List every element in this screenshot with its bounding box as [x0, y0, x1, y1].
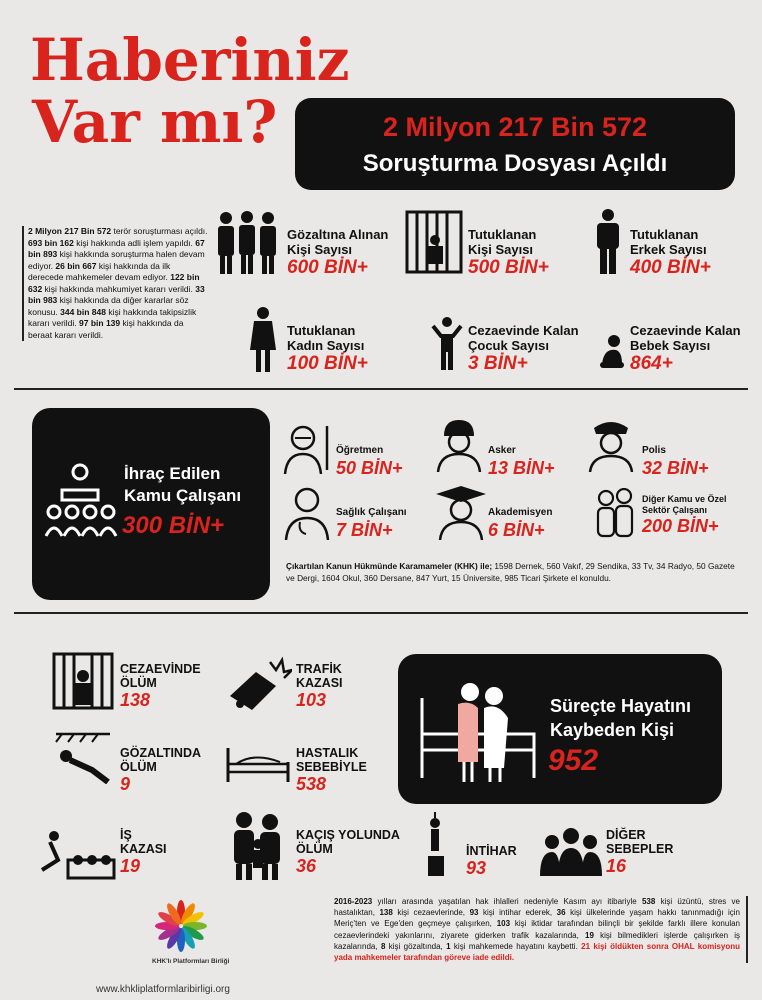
- academic-icon: [434, 484, 488, 540]
- prof-police: Polis 32 BİN+: [642, 445, 709, 478]
- deaths-title2: Kaybeden Kişi: [550, 720, 675, 740]
- dismissed-box: [32, 408, 270, 600]
- hospital-bed-icon: [224, 744, 292, 784]
- stat-arrested: Tutuklanan Kişi Sayısı 500 BİN+: [468, 227, 549, 278]
- footer-note: 2016-2023 yılları arasında yaşatılan hak ihlalleri nedeniyle Kasım ayı itibariyle 538 kişi üzüntü, stres ve hastalıktan, 138 kişi cezaevlerinde, 93 kişi intihar ederek, 36 kişi ülkelerinde yaşam hakkı tanınmadığı için Meriç'ten ve Ege'den geçmeye çalışırken, 103 kişi iktidar tarafından bilinçli bir şekilde farklı illere konulan cezaevlerindeki yakınlarını, ziyarete giderken trafik kazalarında, 19 kişi bilmedikleri işlerde çalışırken iş kazalarında, 8 kişi gözaltında, 1 kişi mahkemede hayatını kaybetti. 21 kişi öldükten sonra OHAL komisyonu yada mahkemeler tarafından göreve iade edildi.: [334, 896, 748, 963]
- deaths-value: 952: [548, 744, 599, 777]
- baby-icon: [598, 334, 626, 370]
- health-worker-icon: [282, 484, 332, 540]
- cause-suicide: İNTİHAR 93: [466, 844, 517, 878]
- police-icon: [586, 416, 636, 472]
- prof-health: Sağlık Çalışanı 7 BİN+: [336, 507, 407, 540]
- meeting-icon: [40, 460, 120, 540]
- teacher-icon: [281, 420, 335, 474]
- platform-logo-icon: [146, 898, 216, 958]
- grieving-people-icon: [412, 678, 542, 788]
- cause-custody: GÖZALTINDA ÖLÜM 9: [120, 746, 202, 794]
- banner: [295, 98, 735, 190]
- dismissed-title2: Kamu Çalışanı: [124, 486, 242, 505]
- dismissed-title1: İhraç Edilen: [124, 464, 221, 483]
- car-crash-icon: [226, 656, 292, 712]
- deaths-title1: Süreçte Hayatını: [550, 696, 692, 716]
- dismissed-value: 300 BİN+: [122, 512, 225, 539]
- custody-death-icon: [52, 730, 114, 784]
- divider-2: [14, 612, 748, 614]
- cause-illness: HASTALIK SEBEBİYLE 538: [296, 746, 367, 794]
- woman-icon: [248, 306, 278, 372]
- stat-detained: Gözaltına Alınan Kişi Sayısı 600 BİN+: [287, 227, 389, 278]
- work-accident-icon: [38, 826, 116, 882]
- detained-people-icon: [212, 208, 282, 278]
- man-icon: [594, 208, 622, 274]
- title-line1: Haberiniz: [30, 26, 350, 94]
- stat-arrested-women: Tutuklanan Kadın Sayısı 100 BİN+: [287, 323, 368, 374]
- soldier-icon: [434, 416, 484, 472]
- stat-babies: Cezaevinde Kalan Bebek Sayısı 864+: [630, 323, 741, 374]
- prof-teacher: Öğretmen 50 BİN+: [336, 445, 403, 478]
- banner-text: Soruşturma Dosyası Açıldı: [362, 150, 668, 177]
- prof-other: Diğer Kamu ve Özel Sektör Çalışanı 200 BİN+: [642, 494, 727, 536]
- other-causes-group-icon: [540, 826, 602, 876]
- jail-cell-icon: [405, 210, 463, 274]
- suicide-icon: [422, 812, 448, 878]
- logo-text: KHK'lı Platformları Birliği: [152, 958, 230, 965]
- divider: [14, 388, 748, 390]
- cause-other: DİĞER SEBEPLER 16: [606, 828, 674, 876]
- prof-academic: Akademisyen 6 BİN+: [488, 507, 553, 540]
- child-icon: [430, 316, 464, 370]
- stat-arrested-men: Tutuklanan Erkek Sayısı 400 BİN+: [630, 227, 711, 278]
- khk-text: Çıkartılan Kanun Hükmünde Karamameler (KHK) ile; 1598 Dernek, 560 Vakıf, 29 Sendika, 33 Tv, 34 Radyo, 50 Gazete ve Dergi, 1604 Okul, 360 Dersane, 847 Yurt, 15 Üniversite, 985 Ticari Şirkete el konuldu.: [286, 561, 735, 583]
- cause-traffic: TRAFİK KAZASI 103: [296, 662, 343, 710]
- cause-prison: CEZAEVİNDE ÖLÜM 138: [120, 662, 201, 710]
- deaths-box: [398, 654, 722, 804]
- website-link[interactable]: www.khkliplatformlaribirligi.org: [96, 984, 230, 995]
- cause-escape: KAÇIŞ YOLUNDA ÖLÜM 36: [296, 828, 400, 876]
- prison-icon: [52, 650, 114, 712]
- banner-number: 2 Milyon 217 Bin 572: [382, 112, 648, 142]
- cause-work: İŞ KAZASI 19: [120, 828, 167, 876]
- stat-children: Cezaevinde Kalan Çocuk Sayısı 3 BİN+: [468, 323, 579, 374]
- prof-soldier: Asker 13 BİN+: [488, 445, 555, 478]
- refugee-family-icon: [222, 808, 294, 880]
- workers-group-icon: [594, 488, 638, 538]
- title-line2: Var mı?: [32, 88, 278, 156]
- summary-text: 2 Milyon 217 Bin 572 terör soruşturması açıldı. 693 bin 162 kişi hakkında adli işlem yapıldı. 67 bin 893 kişi hakkında soruşturma halen devam ediyor. 26 bin 667 kişi hakkında da ilk derecede mahkemeler devam ediyor. 122 bin 632 kişi hakkında mahkumiyet kararı verildi. 33 bin 983 kişi hakkında da diğer kararlar söz konusu. 344 bin 848 kişi hakkında takipsizlik kararı verildi. 97 bin 139 kişi hakkında da beraat kararı verildi.: [22, 226, 208, 341]
